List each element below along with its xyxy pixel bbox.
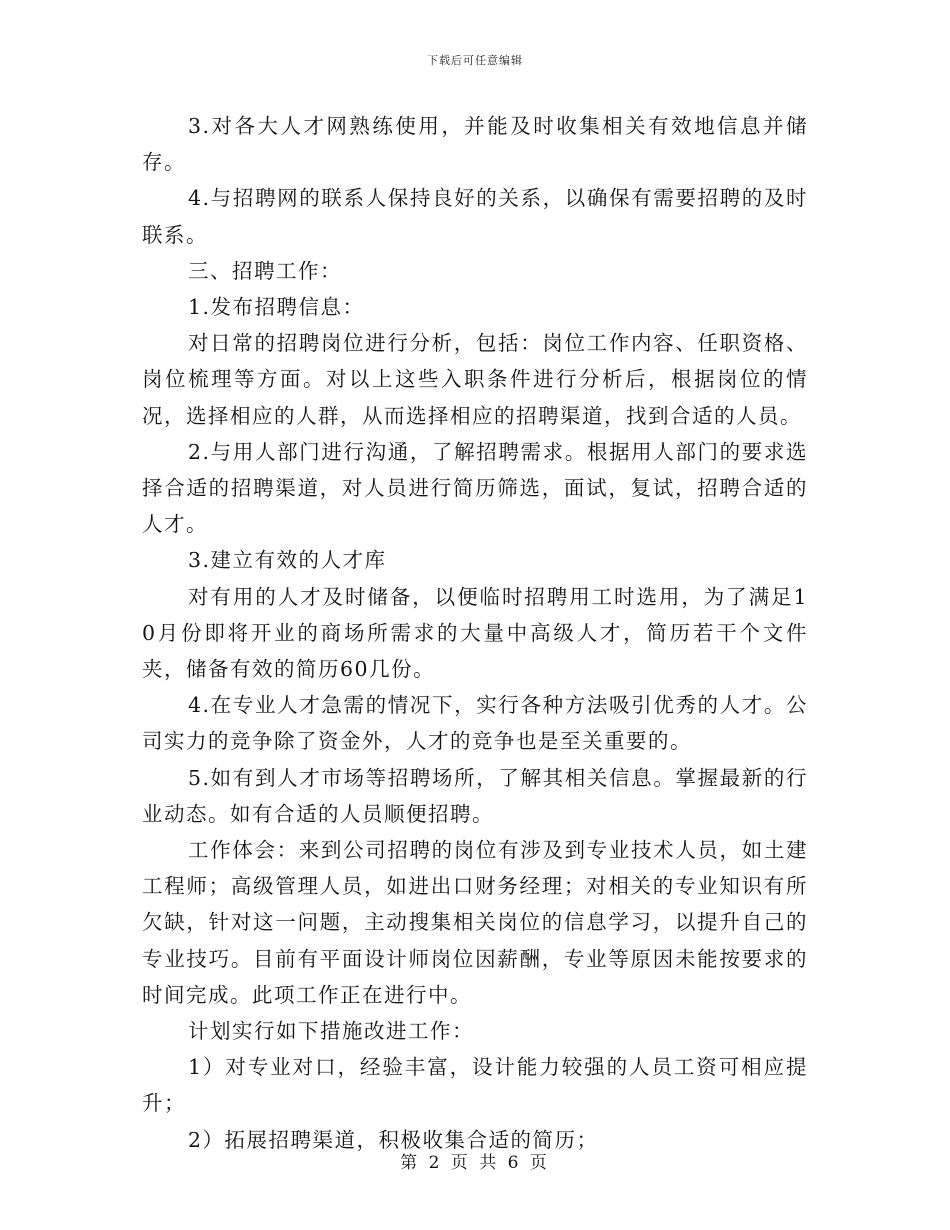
page-number: 第 2 页 共 6 页 bbox=[400, 1153, 550, 1173]
subsection-heading: 1.发布招聘信息： bbox=[188, 295, 365, 320]
list-item: 1）对专业对口，经验丰富，设计能力较强的人员工资可相应提升； bbox=[142, 1055, 808, 1116]
paragraph: 3.对各大人才网熟练使用，并能及时收集相关有效地信息并储存。 bbox=[142, 114, 808, 175]
paragraph: 5.如有到人才市场等招聘场所，了解其相关信息。掌握最新的行业动态。如有合适的人员顺便招聘。 bbox=[142, 765, 808, 826]
subsection-heading: 3.建立有效的人才库 bbox=[188, 548, 387, 573]
paragraph: 4.与招聘网的联系人保持良好的关系，以确保有需要招聘的及时联系。 bbox=[142, 186, 808, 247]
paragraph: 2.与用人部门进行沟通，了解招聘需求。根据用人部门的要求选择合适的招聘渠道，对人员进行简历筛选，面试，复试，招聘合适的人才。 bbox=[142, 439, 808, 537]
paragraph: 对有用的人才及时储备，以便临时招聘用工时选用，为了满足10月份即将开业的商场所需求的大量中高级人才，简历若干个文件夹，储备有效的简历60几份。 bbox=[142, 584, 808, 682]
paragraph: 工作体会：来到公司招聘的岗位有涉及到专业技术人员，如土建工程师；高级管理人员，如进出口财务经理；对相关的专业知识有所欠缺，针对这一问题，主动搜集相关岗位的信息学习，以提升自己的专业技巧。目前有平面设计师岗位因薪酬，专业等原因未能按要求的时间完成。此项工作正在进行中。 bbox=[142, 838, 808, 1007]
document-body bbox=[142, 108, 808, 1158]
paragraph: 计划实行如下措施改进工作： bbox=[188, 1019, 474, 1044]
list-item: 2）拓展招聘渠道，积极收集合适的简历； bbox=[188, 1127, 599, 1152]
paragraph: 4.在专业人才急需的情况下，实行各种方法吸引优秀的人才。公司实力的竞争除了资金外，人才的竞争也是至关重要的。 bbox=[142, 693, 808, 754]
paragraph: 对日常的招聘岗位进行分析，包括：岗位工作内容、任职资格、岗位梳理等方面。对以上这些入职条件进行分析后，根据岗位的情况，选择相应的人群，从而选择相应的招聘渠道，找到合适的人员。 bbox=[142, 331, 808, 428]
section-heading: 三、招聘工作： bbox=[188, 258, 342, 283]
page-header: 下载后可任意编辑 bbox=[427, 54, 523, 67]
